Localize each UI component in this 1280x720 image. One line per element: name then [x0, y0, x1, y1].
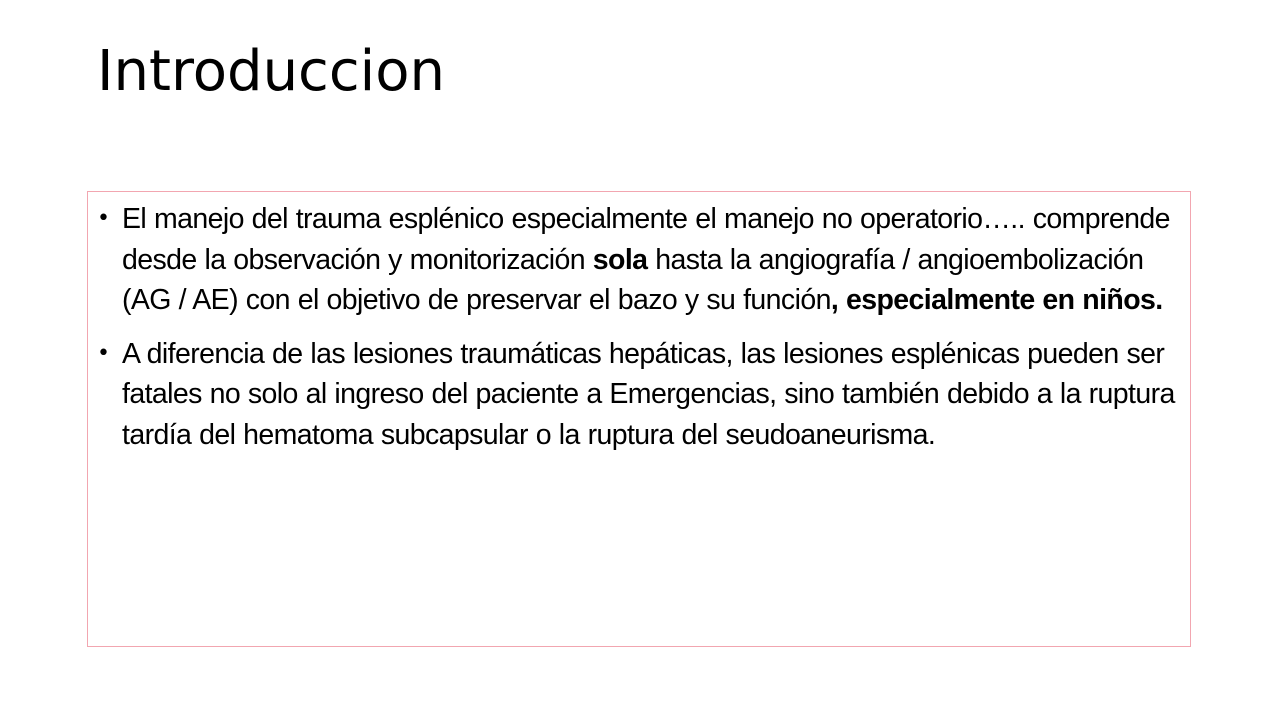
bullet-item — [97, 199, 1179, 321]
bullet-bold-text: sola — [592, 243, 648, 276]
bullet-item — [97, 334, 1179, 456]
bullet-text: hasta la angiografía / angioembolización (AG / AE) con el objetivo de preservar el bazo y su función — [122, 243, 1144, 316]
bullet-bold-text: , especialmente en niños. — [830, 284, 1163, 316]
bullet-marker-icon: • — [97, 206, 110, 231]
bullet-text: A diferencia de las lesiones traumáticas hepáticas, las lesiones esplénicas pueden ser fatales no solo al ingreso del paciente a Emergencias, sino también debido a la ruptura tardía del hematoma subcapsular o la ruptura del seudoaneurisma. — [122, 337, 1175, 451]
bullet-text: El manejo del trauma esplénico especialmente el manejo no operatorio….. comprende desde la observación y monitorización — [122, 203, 1170, 276]
bullet-list — [97, 199, 1179, 468]
bullet-marker-icon: • — [97, 340, 110, 366]
content-placeholder[interactable] — [87, 191, 1191, 647]
slide-title: Introduccion — [97, 39, 445, 104]
